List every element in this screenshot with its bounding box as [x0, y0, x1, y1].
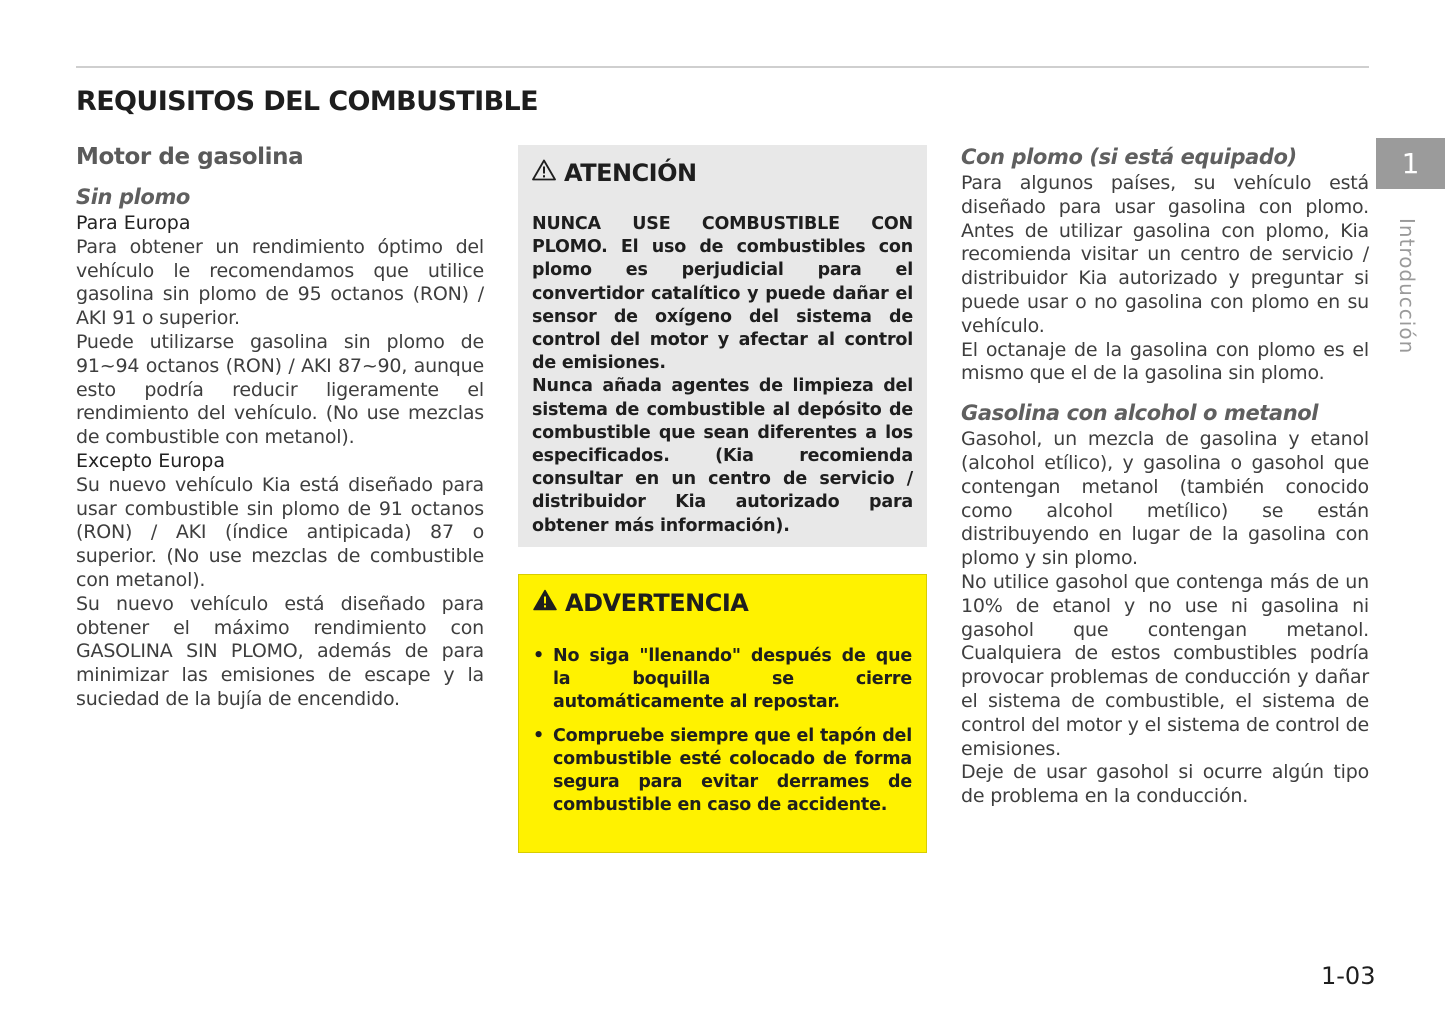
warning-title: ADVERTENCIA	[565, 589, 749, 617]
attention-box	[518, 145, 927, 547]
paragraph-gasohol-2: No utilice gasohol que contenga más de un 10% de etanol y no use ni gasolina ni gasohol que contengan metanol. Cualquiera de estos combustibles podría provocar problemas de conducción y dañar el sistema de combustible, el sistema de control del motor y el sistema de control de emisiones.	[961, 570, 1369, 760]
paragraph-gasohol-1: Gasohol, un mezcla de gasolina y etanol (alcohol etílico), y gasolina o gasohol que contengan metanol (también conocido como alcohol metílico) se están distribuyendo en lugar de la gasolina con plomo y sin plomo.	[961, 428, 1369, 570]
subtitle-alcohol-metanol: Gasolina con alcohol o metanol	[961, 401, 1319, 426]
section-title-motor-gasolina: Motor de gasolina	[76, 144, 304, 170]
warning-box	[518, 574, 927, 853]
right-column	[961, 142, 1369, 809]
attention-paragraph-2: Nunca añada agentes de limpieza del sistema de combustible al depósito de combustible que sean diferentes a los especificados. (Kia recomienda consultar en un centro de servicio / distribuidor Kia autorizado para obtener más información).	[532, 376, 913, 536]
paragraph-con-plomo-2: El octanaje de la gasolina con plomo es el mismo que el de la gasolina sin plomo.	[961, 338, 1369, 385]
subtitle-sin-plomo: Sin plomo	[76, 185, 190, 209]
paragraph-con-plomo-1: Para algunos países, su vehículo está diseñado para usar gasolina con plomo. Antes de utilizar gasolina con plomo, Kia recomienda visitar un centro de servicio / distribuidor Kia autorizado y preguntar si puede usar o no gasolina con plomo en su vehículo.	[961, 172, 1369, 337]
label-excepto-europa: Excepto Europa	[76, 449, 225, 472]
attention-header	[532, 159, 913, 187]
chapter-label: Introducción	[1395, 218, 1419, 355]
paragraph-europe-2: Puede utilizarse gasolina sin plomo de 91~94 octanos (RON) / AKI 87~90, aunque esto podría reducir ligeramente el rendimiento del vehículo. (No use mezclas de combustible con metanol).	[76, 330, 484, 449]
header-rule	[76, 66, 1369, 68]
label-para-europa: Para Europa	[76, 212, 191, 234]
attention-title: ATENCIÓN	[564, 159, 697, 187]
warning-item: • Compruebe siempre que el tapón del combustible esté colocado de forma segura para evitar derrames de combustible en caso de accidente.	[533, 725, 912, 816]
warning-triangle-outline-icon	[532, 159, 556, 187]
paragraph-except-europe-2: Su nuevo vehículo está diseñado para obtener el máximo rendimiento con GASOLINA SIN PLOMO, además de para minimizar las emisiones de escape y la suciedad de la bujía de encendido.	[76, 592, 484, 710]
chapter-tab[interactable]: 1	[1376, 138, 1445, 189]
warning-list	[533, 645, 912, 817]
left-column	[76, 144, 484, 712]
warning-triangle-filled-icon	[533, 589, 557, 617]
attention-paragraph-1: NUNCA USE COMBUSTIBLE CON PLOMO. El uso de combustibles con plomo es perjudicial para el convertidor catalítico y puede dañar el sensor de oxígeno del sistema de control del motor y afectar al control de emisiones.	[532, 214, 913, 374]
paragraph-except-europe-1: Su nuevo vehículo Kia está diseñado para usar combustible sin plomo de 91 octanos (RON) / AKI (índice antipicada) 87 o superior. (No use mezclas de combustible con metanol).	[76, 473, 484, 591]
warning-item: • No siga "llenando" después de que la boquilla se cierre automáticamente al repostar.	[533, 646, 912, 713]
warning-header	[533, 589, 912, 617]
paragraph-europe-1: Para obtener un rendimiento óptimo del vehículo le recomendamos que utilice gasolina sin plomo de 95 octanos (RON) / AKI 91 o superior.	[76, 235, 484, 330]
subtitle-con-plomo: Con plomo (si está equipado)	[961, 145, 1297, 169]
page-title: REQUISITOS DEL COMBUSTIBLE	[76, 86, 539, 117]
page-number: 1-03	[1321, 962, 1376, 990]
paragraph-gasohol-3: Deje de usar gasohol si ocurre algún tipo de problema en la conducción.	[961, 761, 1369, 808]
